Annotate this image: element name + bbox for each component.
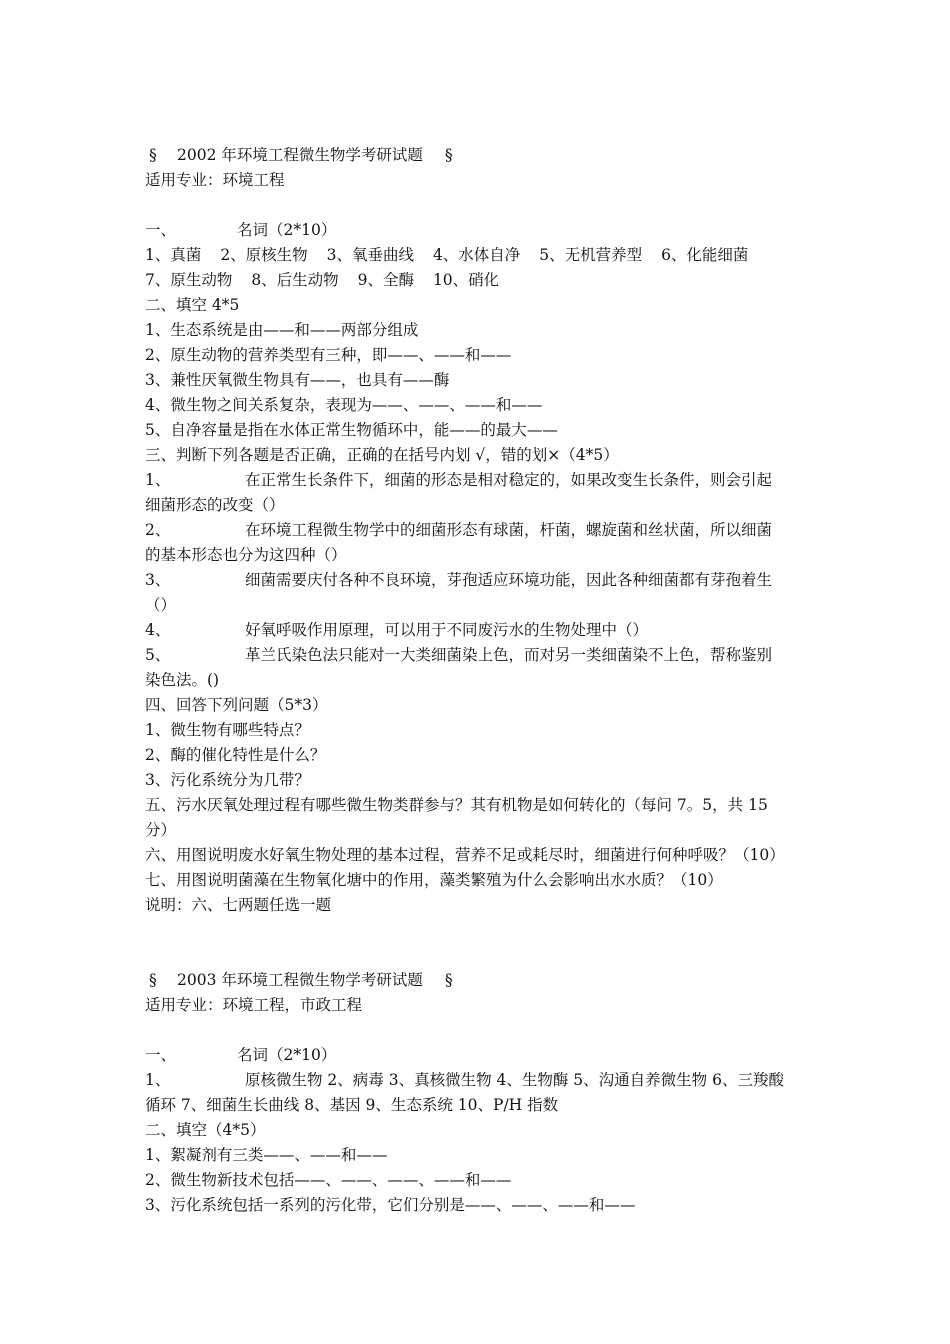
item-number: 1、 [145, 471, 171, 489]
major-line: 适用专业：环境工程，市政工程 [145, 996, 363, 1014]
judge-item-cont: （） [145, 596, 177, 614]
question-item: 3、污化系统分为几带？ [145, 771, 310, 789]
term-item: 2、原核生物 [220, 246, 308, 264]
fill-item: 1、絮凝剂有三类——、——和—— [145, 1146, 388, 1164]
item-text: 在环境工程微生物学中的细菌形态有球菌，杆菌，螺旋菌和丝状菌，所以细菌 [245, 521, 773, 539]
judge-item [145, 468, 810, 493]
terms-row [145, 243, 810, 268]
item-text: 细菌需要庆付各种不良环境，芽孢适应环境功能，因此各种细菌都有芽孢着生 [245, 571, 773, 589]
item-text: 好氧呼吸作用原理，可以用于不同废污水的生物处理中（） [245, 621, 649, 639]
spacer [145, 1018, 810, 1043]
term-item: 1、真菌 [145, 246, 202, 264]
exam-title-text: 2002 年环境工程微生物学考研试题 [177, 146, 423, 164]
heading-number: 一、 [145, 1046, 177, 1064]
judge-item [145, 518, 810, 543]
judge-item [145, 568, 810, 593]
term-item: 7、原生动物 [145, 271, 233, 289]
spacer [145, 943, 810, 968]
question-item: 2、酶的催化特性是什么？ [145, 746, 326, 764]
fill-item: 2、微生物新技术包括——、——、——、——和—— [145, 1171, 512, 1189]
section-heading-terms [145, 1043, 810, 1068]
section-mark: § [444, 146, 453, 164]
term-item: 3、氧垂曲线 [326, 246, 414, 264]
section-heading-judge: 三、判断下列各题是否正确，正确的在括号内划 √，错的划×（4*5） [145, 446, 619, 464]
term-item: 9、全酶 [357, 271, 414, 289]
major-line: 适用专业：环境工程 [145, 171, 285, 189]
term-item: 8、后生动物 [251, 271, 339, 289]
exam-title-2003 [145, 968, 810, 993]
item-number: 3、 [145, 571, 171, 589]
heading-number: 一、 [145, 221, 177, 239]
section-six: 六、用图说明废水好氧生物处理的基本过程，营养不足或耗尽时，细菌进行何种呼吸？（10） [145, 846, 785, 864]
item-text: 在正常生长条件下，细菌的形态是相对稳定的，如果改变生长条件，则会引起 [245, 471, 773, 489]
section-mark: § [149, 146, 157, 164]
section-mark: § [444, 971, 453, 989]
heading-text: 名词（2*10） [237, 1046, 337, 1064]
judge-item-cont: 染色法。() [145, 671, 220, 689]
spacer [145, 193, 810, 218]
fill-item: 5、自净容量是指在水体正常生物循环中，能——的最大—— [145, 421, 558, 439]
judge-item [145, 643, 810, 668]
section-heading-questions: 四、回答下列问题（5*3） [145, 696, 328, 714]
section-heading-terms [145, 218, 810, 243]
item-text: 革兰氏染色法只能对一大类细菌染上色，而对另一类细菌染不上色，帮称鉴别 [245, 646, 773, 664]
heading-text: 名词（2*10） [237, 221, 337, 239]
fill-item: 3、污化系统包括一系列的污化带，它们分别是——、——、——和—— [145, 1196, 636, 1214]
document-page [145, 143, 810, 1218]
section-mark: § [149, 971, 157, 989]
judge-item-cont: 细菌形态的改变（） [145, 496, 285, 514]
section-seven: 七、用图说明菌藻在生物氧化塘中的作用，藻类繁殖为什么会影响出水水质？（10） [145, 871, 723, 889]
fill-item: 4、微生物之间关系复杂，表现为——、——、——和—— [145, 396, 543, 414]
terms-text: 原核微生物 2、病毒 3、真核微生物 4、生物酶 5、沟通自养微生物 6、三羧酸 [245, 1071, 784, 1089]
item-number: 5、 [145, 646, 171, 664]
terms-line [145, 1068, 810, 1093]
term-item: 10、硝化 [432, 271, 500, 289]
question-item: 1、微生物有哪些特点？ [145, 721, 310, 739]
item-number: 4、 [145, 621, 171, 639]
fill-item: 1、生态系统是由——和——两部分组成 [145, 321, 419, 339]
section-heading-fill: 二、填空（4*5） [145, 1121, 266, 1139]
term-item: 4、水体自净 [432, 246, 521, 264]
spacer [145, 918, 810, 943]
exam-title-text: 2003 年环境工程微生物学考研试题 [177, 971, 423, 989]
section-five-cont: 分） [145, 821, 177, 839]
judge-item-cont: 的基本形态也分为这四种（） [145, 546, 347, 564]
judge-item [145, 618, 810, 643]
term-item: 5、无机营养型 [539, 246, 643, 264]
terms-line-cont: 循环 7、细菌生长曲线 8、基因 9、生态系统 10、P/H 指数 [145, 1096, 559, 1114]
terms-row [145, 268, 810, 293]
fill-item: 2、原生动物的营养类型有三种，即——、——和—— [145, 346, 512, 364]
term-item: 6、化能细菌 [661, 246, 749, 264]
fill-item: 3、兼性厌氧微生物具有——，也具有——酶 [145, 371, 450, 389]
exam-note: 说明：六、七两题任选一题 [145, 896, 332, 914]
item-number: 1、 [145, 1071, 171, 1089]
section-five: 五、污水厌氧处理过程有哪些微生物类群参与？其有机物是如何转化的（每问 7。5，共 15 [145, 796, 768, 814]
exam-title-2002 [145, 143, 810, 168]
item-number: 2、 [145, 521, 171, 539]
section-heading-fill: 二、填空 4*5 [145, 296, 240, 314]
